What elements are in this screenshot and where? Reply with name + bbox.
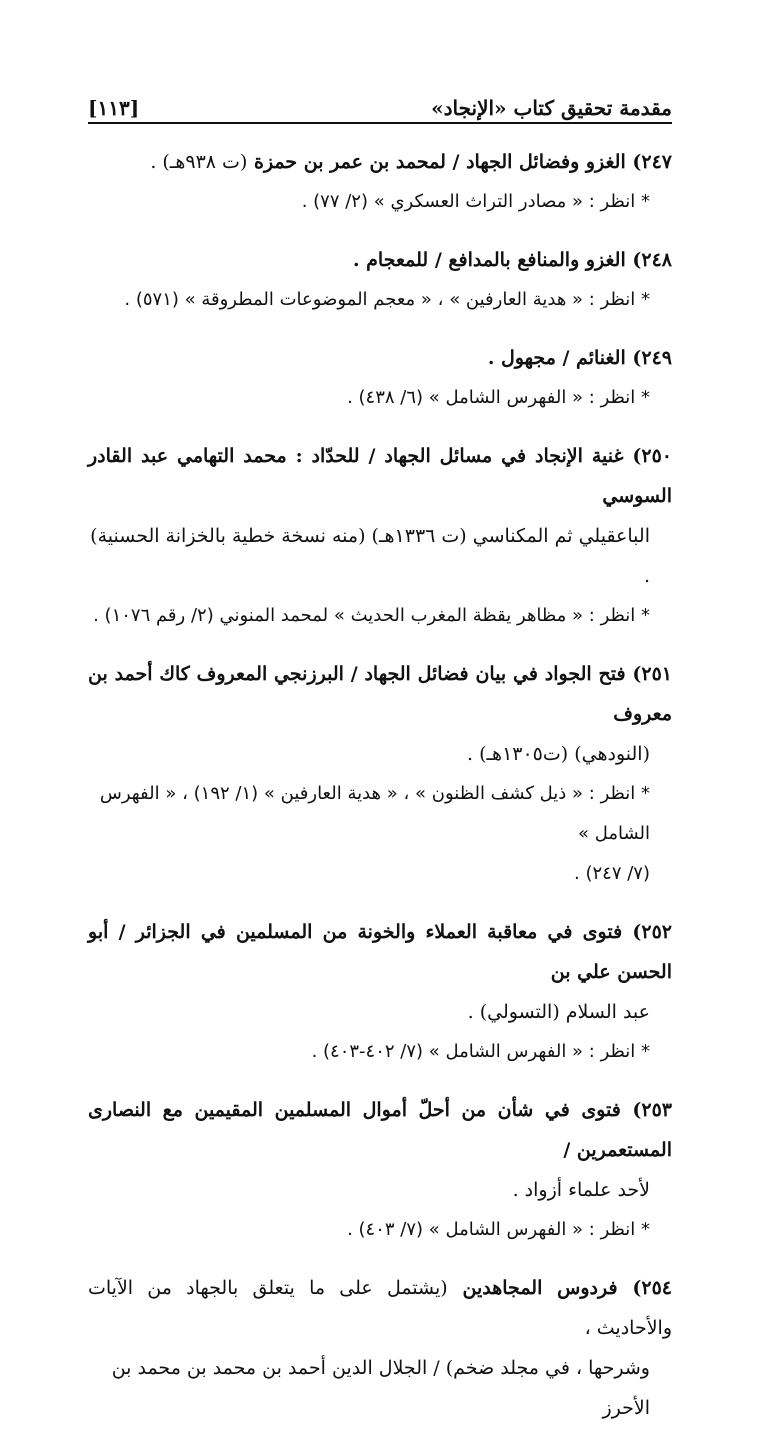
entry-number: ٢٥٢) bbox=[632, 921, 672, 943]
bibliography-entry bbox=[88, 1090, 672, 1250]
header-title: مقدمة تحقيق كتاب «الإنجاد» bbox=[431, 96, 672, 120]
bibliography-entry bbox=[88, 142, 672, 222]
page-number: [١١٣] bbox=[88, 96, 140, 120]
entry-number: ٢٤٩) bbox=[632, 347, 672, 369]
entry-title-line bbox=[88, 338, 672, 378]
entry-title: فتوى في شأن من أحلّ أموال المسلمين المقيمين مع النصارى المستعمرين / bbox=[88, 1099, 672, 1161]
entry-number: ٢٥٠) bbox=[632, 445, 672, 467]
entry-title: غنية الإنجاد في مسائل الجهاد / للحدّاد : محمد التهامي عبد القادر السوسي bbox=[88, 445, 672, 507]
entry-number: ٢٥٤) bbox=[632, 1277, 672, 1299]
entry-title-line bbox=[88, 1268, 672, 1348]
entry-continuation: (النودهي) (ت١٣٠٥هـ) . bbox=[466, 743, 650, 765]
entry-continuation: عبد السلام (التسولي) . bbox=[467, 1001, 650, 1023]
entry-title-line bbox=[88, 240, 672, 280]
entry-list bbox=[88, 142, 672, 1446]
bibliography-entry bbox=[88, 1268, 672, 1428]
entry-title: فتح الجواد في بيان فضائل الجهاد / البرزنجي المعروف كاك أحمد بن معروف bbox=[88, 663, 672, 725]
entry-reference-note: * انظر : « الفهرس الشامل » (٧/ ٤٠٢-٤٠٣) . bbox=[311, 1041, 650, 1062]
entry-reference-note: * انظر : « الفهرس الشامل » (٦/ ٤٣٨) . bbox=[347, 387, 650, 408]
entry-number: ٢٤٨) bbox=[632, 249, 672, 271]
bibliography-entry bbox=[88, 240, 672, 320]
entry-title: فتوى في معاقبة العملاء والخونة من المسلمين في الجزائر / أبو الحسن علي بن bbox=[88, 921, 672, 983]
entry-continuation: لأحد علماء أزواد . bbox=[512, 1179, 650, 1201]
entry-reference-note: * انظر : « هدية العارفين » ، « معجم الموضوعات المطروقة » (٥٧١) . bbox=[124, 289, 650, 310]
entry-title-line bbox=[88, 912, 672, 992]
entry-title-line bbox=[88, 142, 672, 182]
entry-title-line bbox=[88, 1090, 672, 1170]
entry-number: ٢٥٣) bbox=[632, 1099, 672, 1121]
entry-title: فردوس المجاهدين bbox=[462, 1277, 618, 1299]
entry-title-line bbox=[88, 436, 672, 516]
entry-number: ٢٥١) bbox=[632, 663, 672, 685]
entry-title: الغنائم / مجهول . bbox=[487, 347, 626, 369]
entry-continuation: وشرحها ، في مجلد ضخم) / الجلال الدين أحمد بن محمد بن محمد بن الأحرز bbox=[111, 1357, 650, 1419]
entry-continuation: الباعقيلي ثم المكناسي (ت ١٣٣٦هـ) (منه نسخة خطية بالخزانة الحسنية) . bbox=[90, 525, 650, 587]
entry-number: ٢٤٧) bbox=[632, 151, 672, 173]
entry-reference-note: * انظر : « مصادر التراث العسكري » (٢/ ٧٧) . bbox=[301, 191, 650, 212]
entry-reference-note: * انظر : « مظاهر يقظة المغرب الحديث » لمحمد المنوني (٢/ رقم ١٠٧٦) . bbox=[93, 605, 650, 626]
bibliography-entry bbox=[88, 654, 672, 894]
bibliography-entry bbox=[88, 912, 672, 1072]
header-rule bbox=[88, 122, 672, 124]
entry-reference-note: * انظر : « ذيل كشف الظنون » ، « هدية العارفين » (١/ ١٩٢) ، « الفهرس الشامل » bbox=[99, 783, 650, 844]
entry-title-tail: (ت ٩٣٨هـ) . bbox=[150, 151, 248, 173]
entry-title-tail: (يشتمل على ما يتعلق بالجهاد من الآيات والأحاديث ، bbox=[88, 1277, 672, 1339]
entry-reference-note: (٧/ ٢٤٧) . bbox=[574, 863, 650, 884]
running-header bbox=[88, 84, 672, 120]
entry-title: الغزو وفضائل الجهاد / لمحمد بن عمر بن حمزة bbox=[253, 151, 626, 173]
entry-title: الغزو والمنافع بالمدافع / للمعجام . bbox=[352, 249, 626, 271]
bibliography-entry bbox=[88, 436, 672, 636]
entry-reference-note: * انظر : « الفهرس الشامل » (٧/ ٤٠٣) . bbox=[347, 1219, 650, 1240]
bibliography-entry bbox=[88, 338, 672, 418]
entry-title-line bbox=[88, 654, 672, 734]
